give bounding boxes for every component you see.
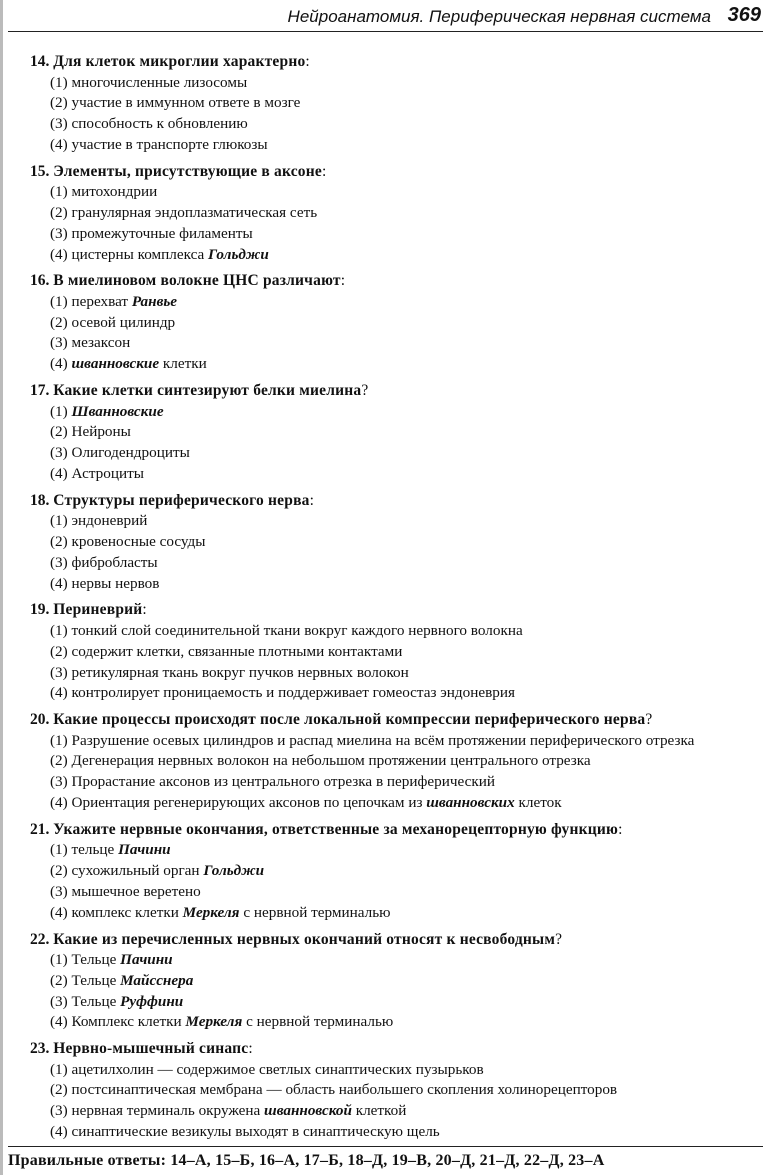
option-text: (4) <box>50 355 72 373</box>
option-text: клеток <box>514 794 562 812</box>
question-text: Какие процессы происходят после локальной компрессии периферического нерва <box>53 711 646 729</box>
question-14 <box>30 52 755 156</box>
option-text: с нервной терминалью <box>242 1013 394 1031</box>
answer-option <box>50 772 755 793</box>
correct-answers: Правильные ответы: 14–А, 15–Б, 16–А, 17–Б, 18–Д, 19–В, 20–Д, 21–Д, 22–Д, 23–А <box>8 1152 605 1169</box>
option-text: (3) нервная терминаль окружена <box>50 1102 265 1120</box>
question-number: 15. <box>30 162 50 180</box>
question-text: В миелиновом волокне ЦНС различают <box>53 272 341 290</box>
option-text: с нервной терминалью <box>239 903 391 921</box>
question-20 <box>30 710 755 814</box>
question-heading <box>30 600 755 621</box>
answer-option <box>50 1122 755 1143</box>
option-text: (4) Комплекс клетки <box>50 1013 186 1031</box>
option-italic-term: Гольджи <box>208 245 269 263</box>
answer-option <box>50 292 755 313</box>
answer-option <box>50 971 755 992</box>
question-punctuation: : <box>618 820 623 838</box>
question-text: Какие клетки синтезируют белки миелина <box>53 382 362 400</box>
question-19 <box>30 600 755 704</box>
question-heading <box>30 820 755 841</box>
page-footer <box>8 1146 763 1170</box>
question-punctuation: : <box>340 272 346 290</box>
question-number: 23. <box>30 1040 50 1058</box>
option-italic-term: Майсснера <box>120 971 194 989</box>
option-text: (1) Тельце <box>50 951 121 968</box>
question-heading <box>30 930 755 951</box>
answer-option <box>50 182 755 203</box>
answer-option <box>50 683 755 704</box>
question-number: 16. <box>30 272 50 290</box>
option-text: клеткой <box>351 1102 407 1120</box>
option-text: (3) Тельце <box>50 992 121 1010</box>
question-punctuation: : <box>142 601 147 619</box>
option-text: (2) Нейроны <box>50 423 131 441</box>
answer-option <box>50 532 755 553</box>
option-text: (1) митохондрии <box>50 183 158 201</box>
answer-option <box>50 1101 755 1122</box>
question-15 <box>30 162 755 266</box>
answer-option <box>50 574 755 595</box>
option-text: (1) перехват <box>50 292 132 310</box>
question-18 <box>30 491 755 595</box>
question-heading <box>30 162 755 183</box>
option-italic-term: Гольджи <box>203 862 265 880</box>
question-heading <box>30 491 755 512</box>
answer-option <box>50 511 755 532</box>
option-text: (3) мышечное веретено <box>50 882 201 900</box>
option-text: (4) участие в транспорте глюкозы <box>50 135 268 153</box>
question-number: 14. <box>30 53 50 70</box>
answer-option <box>50 203 755 224</box>
question-text: Укажите нервные окончания, ответственные за механорецепторную функцию <box>53 820 619 838</box>
answer-option <box>50 992 755 1013</box>
option-text: (1) эндоневрий <box>50 512 148 530</box>
question-number: 19. <box>30 601 50 619</box>
answer-option <box>50 882 755 903</box>
option-text: (2) постсинаптическая мембрана — область наибольшего скопления холинорецепторов <box>50 1081 618 1099</box>
question-punctuation: : <box>305 53 310 70</box>
answer-option <box>50 751 755 772</box>
question-punctuation: ? <box>555 930 562 948</box>
option-text: (4) Ориентация регенерирующих аксонов по цепочкам из <box>50 794 427 812</box>
question-text: Какие из перечисленных нервных окончаний относят к несвободным <box>53 930 556 948</box>
answer-option <box>50 73 755 94</box>
option-text: (2) сухожильный орган <box>50 862 204 880</box>
option-text: (2) участие в иммунном ответе в мозге <box>50 94 301 112</box>
question-23 <box>30 1039 755 1143</box>
option-text: (1) многочисленные лизосомы <box>50 73 248 91</box>
header-rule <box>8 31 763 32</box>
question-heading <box>30 381 755 402</box>
question-list <box>30 52 755 1149</box>
option-text: клетки <box>159 355 207 373</box>
question-punctuation: : <box>321 162 327 180</box>
option-text: (3) ретикулярная ткань вокруг пучков нервных волокон <box>50 663 409 681</box>
question-16 <box>30 271 755 375</box>
question-text: Нервно-мышечный синапс <box>53 1040 249 1058</box>
option-text: (2) Дегенерация нервных волокон на небольшом протяжении центрального отрезка <box>50 752 591 770</box>
option-text: (4) цистерны комплекса <box>50 245 209 263</box>
answer-option <box>50 443 755 464</box>
option-italic-term: Пачини <box>120 951 173 968</box>
option-italic-term: Шванновские <box>71 402 164 420</box>
answer-option <box>50 840 755 861</box>
option-text: (2) Тельце <box>50 971 121 989</box>
option-text: (4) синаптические везикулы выходят в синаптическую щель <box>50 1123 440 1141</box>
footer-rule <box>8 1146 763 1147</box>
answer-option <box>50 333 755 354</box>
option-text: (3) способность к обновлению <box>50 115 248 133</box>
option-italic-term: шванновских <box>426 794 515 812</box>
page-number: 369 <box>727 4 761 26</box>
answer-option <box>50 642 755 663</box>
option-italic-term: Меркеля <box>185 1013 243 1031</box>
question-21 <box>30 820 755 924</box>
question-heading <box>30 1039 755 1060</box>
answer-option <box>50 663 755 684</box>
option-italic-term: Ранвье <box>131 292 178 310</box>
option-italic-term: Меркеля <box>182 903 240 921</box>
option-italic-term: шванновской <box>264 1102 352 1120</box>
answer-option <box>50 553 755 574</box>
answer-option <box>50 950 755 971</box>
option-text: (3) мезаксон <box>50 334 131 352</box>
answer-option <box>50 422 755 443</box>
option-text: (4) Астроциты <box>50 464 144 482</box>
question-17 <box>30 381 755 485</box>
question-punctuation: ? <box>361 382 369 400</box>
option-text: (3) фибробласты <box>50 553 158 571</box>
page-header <box>8 0 763 36</box>
option-text: (1) тонкий слой соединительной ткани вокруг каждого нервного волокна <box>50 621 523 639</box>
question-number: 17. <box>30 382 50 400</box>
answer-option <box>50 903 755 924</box>
question-heading <box>30 271 755 292</box>
option-text: (4) нервы нервов <box>50 574 160 592</box>
question-heading <box>30 710 755 731</box>
option-text: (4) комплекс клетки <box>50 903 183 921</box>
question-number: 21. <box>30 820 50 838</box>
option-text: (4) контролирует проницаемость и поддерживает гомеостаз эндоневрия <box>50 684 515 702</box>
answer-option <box>50 861 755 882</box>
option-text: (2) содержит клетки, связанные плотными контактами <box>50 642 403 660</box>
answer-option <box>50 621 755 642</box>
option-italic-term: Руффини <box>120 992 184 1010</box>
question-punctuation: : <box>248 1040 253 1058</box>
question-heading <box>30 52 755 73</box>
question-text: Элементы, присутствующие в аксоне <box>53 162 322 180</box>
answer-option <box>50 354 755 375</box>
question-number: 18. <box>30 491 50 509</box>
option-text: (3) Олигодендроциты <box>50 444 190 462</box>
question-number: 22. <box>30 930 50 948</box>
option-text: (2) гранулярная эндоплазматическая сеть <box>50 203 318 221</box>
answer-option <box>50 93 755 114</box>
answer-option <box>50 1012 755 1033</box>
answer-option <box>50 1060 755 1081</box>
running-title: Нейроанатомия. Периферическая нервная система <box>287 7 711 26</box>
question-22 <box>30 930 755 1034</box>
answer-option <box>50 731 755 752</box>
question-text: Для клеток микроглии характерно <box>53 53 306 70</box>
answer-option <box>50 793 755 814</box>
option-text: (1) <box>50 402 72 420</box>
page-binding-edge <box>0 0 3 1175</box>
option-text: (3) Прорастание аксонов из центрального отрезка в периферический <box>50 773 495 791</box>
option-text: (1) Разрушение осевых цилиндров и распад миелина на всём протяжении периферического отрезка <box>50 731 695 749</box>
question-number: 20. <box>30 711 50 729</box>
question-punctuation: : <box>309 491 314 509</box>
option-italic-term: шванновские <box>71 355 160 373</box>
option-text: (1) тельце <box>50 841 119 859</box>
option-text: (2) кровеносные сосуды <box>50 533 206 551</box>
answer-option <box>50 245 755 266</box>
question-text: Периневрий <box>53 601 143 619</box>
answer-option <box>50 135 755 156</box>
answer-option <box>50 313 755 334</box>
answer-option <box>50 464 755 485</box>
answer-option <box>50 224 755 245</box>
answer-option <box>50 1080 755 1101</box>
option-text: (3) промежуточные филаменты <box>50 224 253 242</box>
option-text: (2) осевой цилиндр <box>50 313 176 331</box>
question-punctuation: ? <box>645 711 653 729</box>
option-text: (1) ацетилхолин — содержимое светлых синаптических пузырьков <box>50 1060 484 1078</box>
question-text: Структуры периферического нерва <box>53 491 310 509</box>
answer-option <box>50 114 755 135</box>
answer-option <box>50 402 755 423</box>
option-italic-term: Пачини <box>118 841 171 859</box>
